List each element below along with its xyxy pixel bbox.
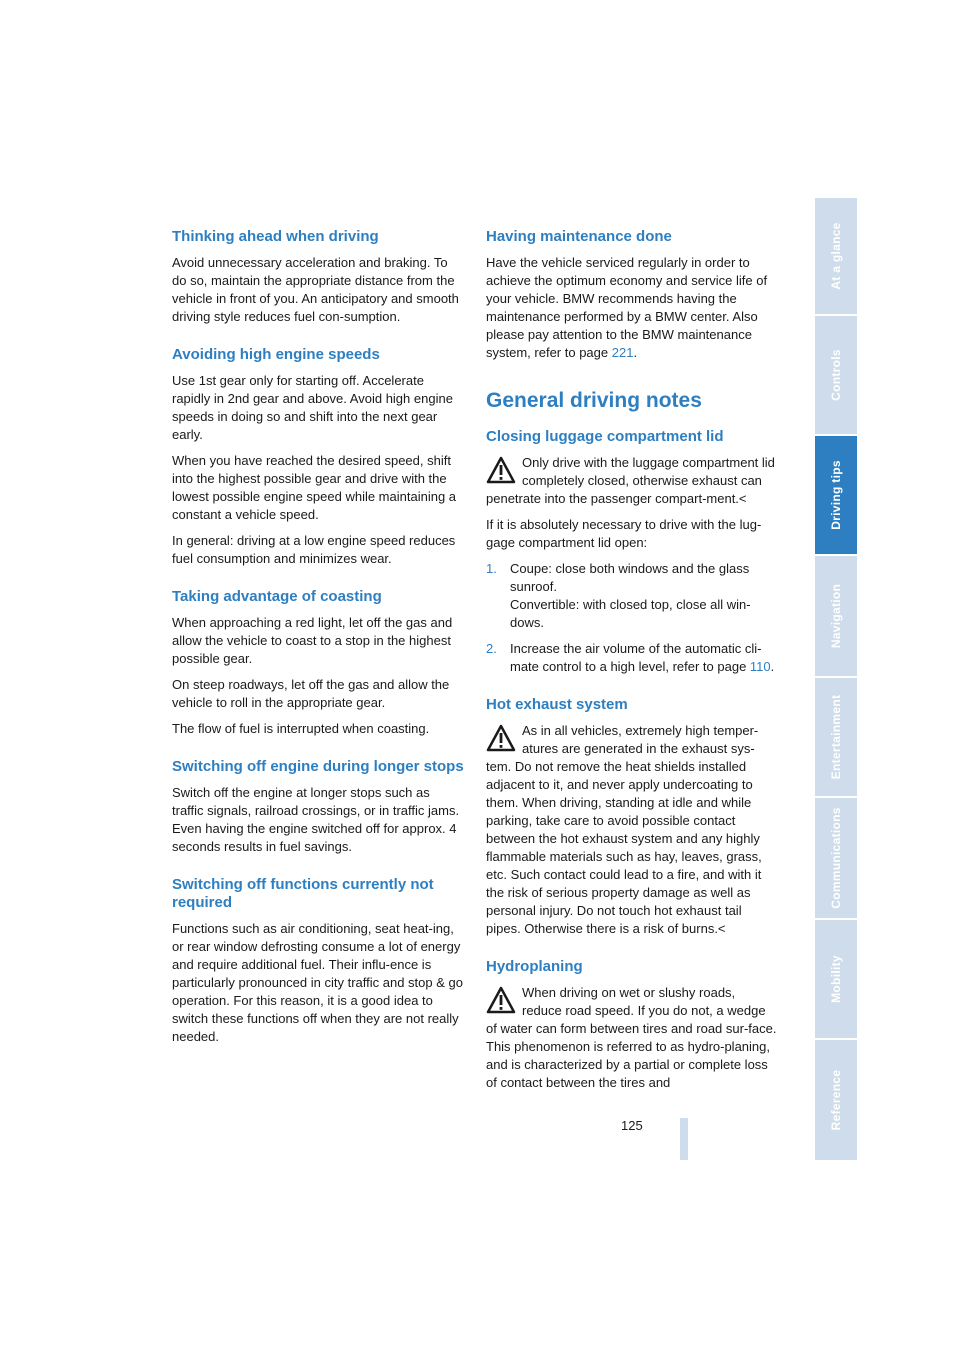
paragraph: Avoid unnecessary acceleration and braking. To do so, maintain the appropriate distance from the vehicle in front of you. An anticipatory and smooth driving style reduces fuel con-sumption.: [172, 255, 459, 324]
warning-icon: [486, 986, 516, 1014]
paragraph: When you have reached the desired speed, shift into the highest possible gear and drive with the lowest possible engine speed while maintaining a constant a vehicle speed.: [172, 453, 457, 522]
section-title: Closing luggage compartment lid: [486, 428, 724, 445]
section-title: Taking advantage of coasting: [172, 588, 382, 605]
list-number: 2.: [486, 641, 497, 656]
warning-text: As in all vehicles, extremely high temper-atures are generated in the exhaust sys-tem. Do not remove the heat shields installed adjacent to it, and never apply undercoating to them. When driving, standing at idle and while parking, take care to avoid possible contact between the hot exhaust system and any highly flammable materials such as hay, leaves, grass, etc. Such contact could lead to a fire, and with it the risk of serious property damage as well as personal injury. Do not touch hot exhaust tail pipes. Otherwise there is a risk of burns.<: [486, 723, 762, 936]
paragraph: Have the vehicle serviced regularly in order to achieve the optimum economy and service life of your vehicle. BMW recommends having the maintenance performed by a BMW center. Also please pay attention to the BMW maintenance system, refer to page 221.: [486, 255, 768, 360]
section-title: Having maintenance done: [486, 228, 672, 245]
tab-entertainment[interactable]: Entertainment: [815, 678, 857, 798]
paragraph: The flow of fuel is interrupted when coasting.: [172, 721, 430, 736]
section-hot-exhaust: [486, 696, 778, 938]
section-maintenance: [486, 228, 778, 362]
list-number: 1.: [486, 561, 497, 576]
page-number: 125: [621, 1118, 643, 1133]
warning-icon: [486, 724, 516, 752]
paragraph: Use 1st gear only for starting off. Accelerate rapidly in 2nd gear and above. Avoid high engine speeds in doing so and shift into the next gear early.: [172, 373, 453, 442]
warning-text: Only drive with the luggage compartment lid completely closed, otherwise exhaust can penetrate into the passenger compart-ment.<: [486, 455, 775, 506]
warning-icon: [486, 456, 516, 484]
paragraph: When approaching a red light, let off the gas and allow the vehicle to coast to a stop in the highest possible gear.: [172, 615, 453, 666]
warning-note: [486, 454, 778, 508]
section-title: Avoiding high engine speeds: [172, 346, 380, 363]
tab-navigation[interactable]: Navigation: [815, 556, 857, 678]
tab-at-a-glance[interactable]: At a glance: [815, 198, 857, 316]
paragraph: Switch off the engine at longer stops such as traffic signals, railroad crossings, or in traffic jams. Even having the engine switched off for approx. 4 seconds results in fuel savings.: [172, 785, 460, 854]
warning-note: [486, 984, 778, 1092]
paragraph: In general: driving at a low engine speed reduces fuel consumption and minimizes wear.: [172, 533, 456, 566]
page-link[interactable]: 221: [611, 345, 634, 360]
tab-driving-tips[interactable]: Driving tips: [815, 436, 857, 556]
section-title: Hydroplaning: [486, 958, 583, 975]
numbered-list: [486, 560, 778, 676]
chapter-title: General driving notes: [486, 389, 702, 412]
page-number-bar: [680, 1118, 688, 1160]
section-high-engine-speeds: [172, 346, 464, 568]
warning-note: [486, 722, 778, 938]
tab-reference[interactable]: Reference: [829, 1069, 843, 1131]
section-coasting: [172, 588, 464, 738]
left-column: [172, 228, 464, 1066]
section-hydroplaning: [486, 958, 778, 1092]
page-link[interactable]: 110: [749, 659, 771, 674]
section-luggage-lid: [486, 428, 778, 676]
list-item: 2. Increase the air volume of the automatic cli-mate control to a high level, refer to page 110.: [486, 641, 775, 674]
list-item: 1. Coupe: close both windows and the glass sunroof. Convertible: with closed top, close all win-dows.: [486, 561, 751, 630]
paragraph: If it is absolutely necessary to drive with the lug-gage compartment lid open:: [486, 517, 762, 550]
section-thinking-ahead: [172, 228, 464, 326]
right-column: [486, 228, 778, 1112]
section-title: Switching off functions currently not required: [172, 876, 434, 911]
paragraph: Functions such as air conditioning, seat heat-ing, or rear window defrosting consume a lot of energy and require additional fuel. Their influ-ence is particularly pronounced in city traffic and stop & go operation. For this reason, it is a good idea to switch these functions off when they are not really needed.: [172, 921, 463, 1044]
section-title: Thinking ahead when driving: [172, 228, 379, 245]
section-functions-off: [172, 876, 464, 1046]
chapter-tabs: [815, 198, 857, 1160]
paragraph: On steep roadways, let off the gas and allow the vehicle to roll in the appropriate gear.: [172, 677, 450, 710]
tab-communications[interactable]: Communications: [815, 798, 857, 920]
section-title: Switching off engine during longer stops: [172, 758, 464, 775]
tab-controls[interactable]: Controls: [815, 316, 857, 436]
tab-mobility[interactable]: Mobility: [815, 920, 857, 1040]
warning-text: When driving on wet or slushy roads, reduce road speed. If you do not, a wedge of water can form between tires and road sur-face. This phenomenon is referred to as hydro-planing, and is characterized by a partial or complete loss of contact between the tires and: [486, 985, 777, 1090]
section-title: Hot exhaust system: [486, 696, 628, 713]
section-engine-off: [172, 758, 464, 856]
